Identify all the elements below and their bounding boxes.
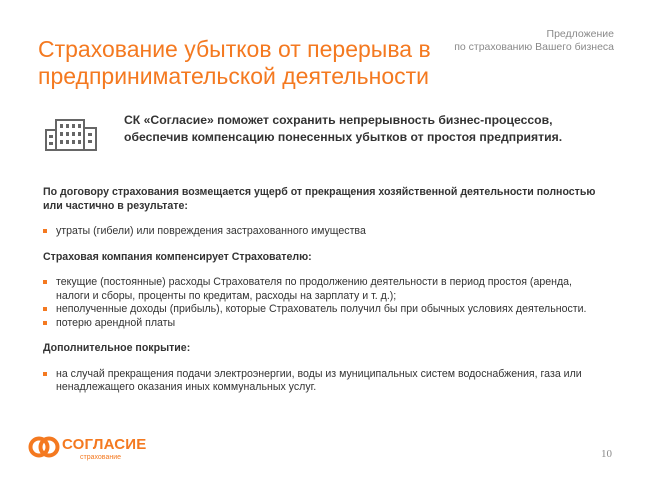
section-damage xyxy=(43,186,608,239)
section-heading: Страховая компания компенсирует Страхователю: xyxy=(43,250,312,263)
bullet-icon xyxy=(43,321,47,325)
list-item-text: на случай прекращения подачи электроэнергии, воды из муниципальных систем водоснабжения, газа или ненадлежащего оказания иных коммунальных услуг. xyxy=(56,367,582,393)
list-item xyxy=(43,303,608,317)
bullet-icon xyxy=(43,307,47,311)
section-heading: Дополнительное покрытие: xyxy=(43,342,191,354)
list-item-text: текущие (постоянные) расходы Страхователя по продолжению деятельности в период простоя (аренда, налоги и сборы, проценты по кредитам, расходы на зарплату и т. д.); xyxy=(56,276,572,302)
list-item xyxy=(43,368,608,395)
caption-line-2: по страхованию Вашего бизнеса xyxy=(454,41,614,53)
list-item-text: потерю арендной платы xyxy=(56,316,176,329)
bullet-icon xyxy=(43,280,47,284)
company-logo xyxy=(28,432,168,466)
bullet-icon xyxy=(43,229,47,233)
logo-name: СОГЛАСИЕ xyxy=(62,436,147,453)
caption-line-1: Предложение xyxy=(546,28,614,40)
slide-title: Страхование убытков от перерыва в предпринимательской деятельности xyxy=(38,36,431,89)
bullet-icon xyxy=(43,372,47,376)
content-body xyxy=(43,186,608,407)
bullet-list xyxy=(43,368,608,395)
presentation-caption xyxy=(454,28,614,54)
list-item xyxy=(43,317,608,331)
list-item-text: неполученные доходы (прибыль), которые Страхователь получил бы при обычных условиях деятельности. xyxy=(56,303,587,315)
list-item-text: утраты (гибели) или повреждения застрахованного имущества xyxy=(56,225,366,237)
building-icon xyxy=(44,114,100,152)
section-heading: По договору страхования возмещается ущерб от прекращения хозяйственной деятельности полностью или частично в результате: xyxy=(43,186,596,212)
list-item xyxy=(43,276,608,303)
section-compensation xyxy=(43,251,608,331)
logo-subtitle: страхование xyxy=(80,454,122,461)
section-additional-coverage xyxy=(43,342,608,395)
page-number: 10 xyxy=(601,448,612,460)
list-item xyxy=(43,225,608,239)
logo-mark-icon xyxy=(28,432,60,462)
bullet-list xyxy=(43,225,608,239)
bullet-list xyxy=(43,276,608,330)
intro-statement: СК «Согласие» поможет сохранить непрерывность бизнес-процессов, обеспечив компенсацию понесенных убытков от простоя предприятия. xyxy=(124,113,563,144)
